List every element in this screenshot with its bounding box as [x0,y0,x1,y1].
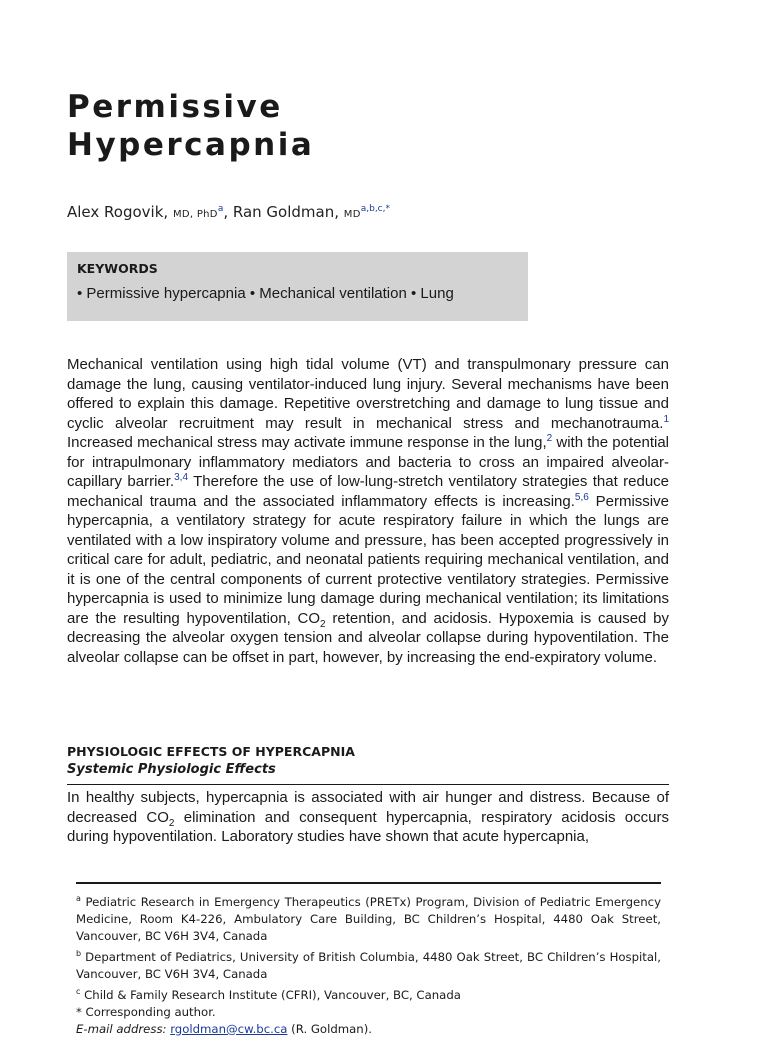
intro-text-6: retention, and acidosis. Hypoxemia is caused by decreasing the alveolar oxygen tension and alveolar collapse during hypoventilation. The alveolar collapse can be offset in part, however, by increasing the end-expiratory volume. [67,609,669,666]
section-text-1: In healthy subjects, hypercapnia is associated with air hunger and distress. Because of decreased CO [67,789,669,826]
section-heading: PHYSIOLOGIC EFFECTS OF HYPERCAPNIA [67,744,355,759]
footnote-mark: c [76,986,81,996]
intro-text-2: Increased mechanical stress may activate immune response in the lung, [67,434,547,451]
corresponding-author-note: * Corresponding author. [76,1004,216,1019]
section-text-2: elimination and consequent hypercapnia, respiratory acidosis occurs during hypoventilation. Laboratory studies have shown that acute hypercapnia, [67,808,669,845]
intro-text-4: Therefore the use of low-lung-stretch ventilatory strategies that reduce mechanical trauma and the associated inflammatory effects is increasing. [67,473,670,510]
footnote-text: Department of Pediatrics, University of British Columbia, 4480 Oak Street, BC Children’s Hospital, Vancouver, BC V6H 3V4, Canada [76,949,661,981]
intro-text-3: with the potential for intrapulmonary inflammatory mediators and bacteria to cross an impaired alveolar-capillary barrier. [67,434,669,490]
footnote-c [76,983,661,1004]
subscript: 2 [320,618,326,630]
email-link[interactable]: rgoldman@cw.bc.ca [170,1021,288,1036]
reference-link[interactable]: 5,6 [574,491,589,503]
section-divider [67,784,669,785]
keywords-list: • Permissive hypercapnia • Mechanical ventilation • Lung [77,285,454,302]
author-2-affiliation[interactable]: a,b,c,* [360,204,390,214]
author-2-name: Ran Goldman, [232,203,340,221]
keywords-box [67,252,528,321]
footnote-mark: a [76,894,81,903]
article-title [67,88,314,164]
section-paragraph [67,788,669,847]
footnote-a [76,890,661,945]
author-separator: , [223,203,233,221]
reference-link[interactable]: 1 [663,413,669,425]
author-2-degrees: MD [343,209,361,220]
email-suffix: (R. Goldman). [287,1021,372,1036]
reference-link[interactable]: 3,4 [174,472,189,483]
footnote-divider [76,882,661,884]
reference-link[interactable]: 2 [546,433,553,444]
footnotes [76,890,661,1038]
keywords-heading: KEYWORDS [77,261,158,276]
title-line-2: Hypercapnia [67,127,315,163]
author-list [67,203,390,221]
title-line-1: Permissive [67,89,283,125]
email-line [76,1021,661,1038]
intro-text-5: Permissive hypercapnia, a ventilatory strategy for acute respiratory failure in which the lungs are ventilated with a low inspiratory volume and pressure, has been accepted progressively in critical care for adult, pediatric, and neonatal patients requiring mechanical ventilation, and it is one of the central components of current protective ventilatory strategies. Permissive hypercapnia is used to minimize lung damage during mechanical ventilation; its limitations are the resulting hypoventilation, CO [67,492,669,627]
author-1-name: Alex Rogovik, [67,203,169,221]
footnote-b [76,945,661,983]
footnote-text: Pediatric Research in Emergency Therapeutics (PRETx) Program, Division of Pediatric Emergency Medicine, Room K4-226, Ambulatory Care Building, BC Children’s Hospital, 4480 Oak Street, Vancouver, BC V6H 3V4, Canada [76,894,661,943]
email-label: E-mail address: [76,1021,167,1036]
author-1-affiliation[interactable]: a [217,204,224,214]
author-1-degrees: MD, PhD [172,209,218,220]
footnote-text: Child & Family Research Institute (CFRI), Vancouver, BC, Canada [80,987,461,1002]
subscript: 2 [168,817,175,829]
subsection-heading: Systemic Physiologic Effects [67,762,276,777]
intro-paragraph [67,355,669,667]
footnote-mark: b [76,948,82,958]
intro-text-1: Mechanical ventilation using high tidal volume (VT) and transpulmonary pressure can damage the lung, causing ventilator-induced lung injury. Several mechanisms have been offered to explain this damage. Repetitive overstretching and damage to lung tissue and cyclic alveolar recruitment may result in mechanical stress and mechanotrauma. [67,356,669,432]
